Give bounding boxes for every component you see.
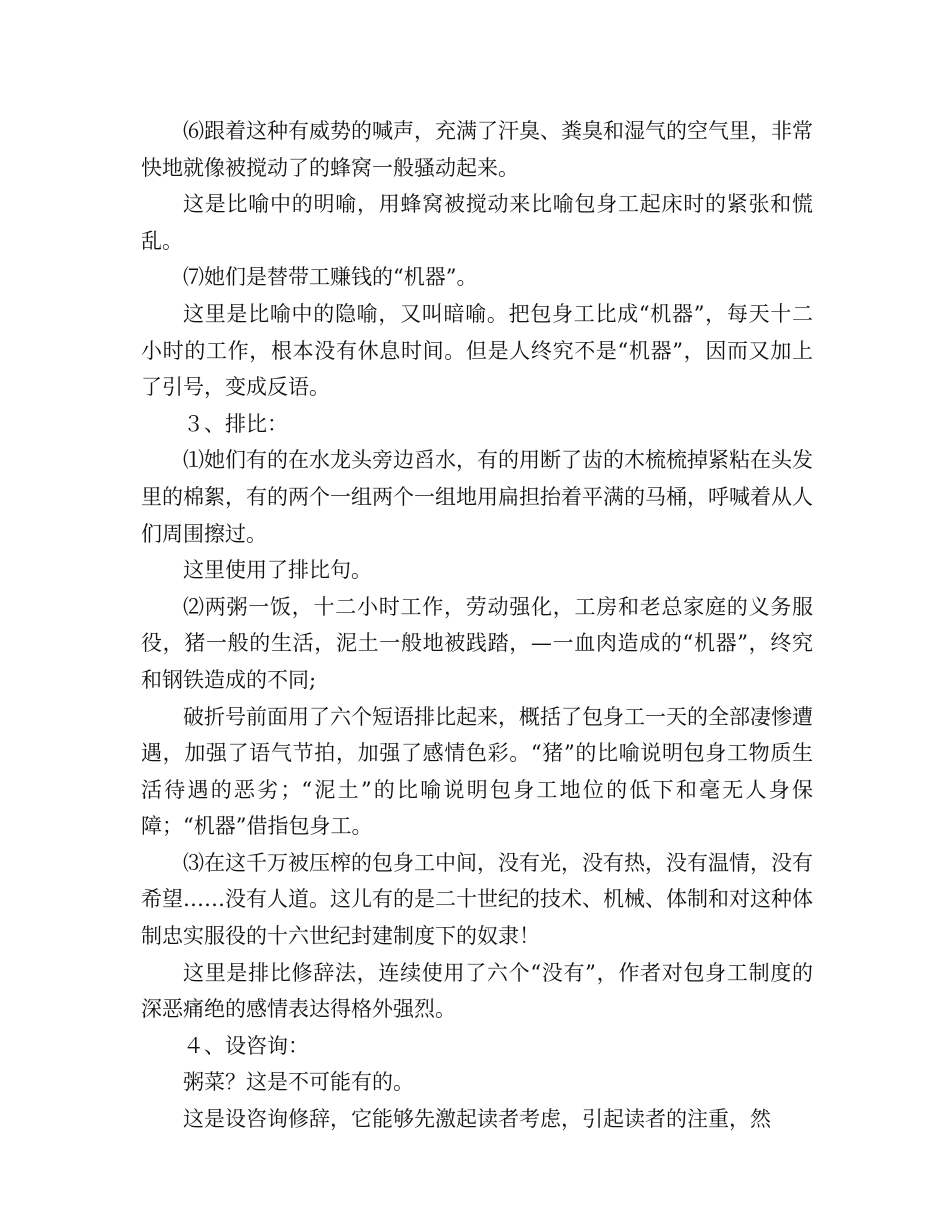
paragraph-example-6: ⑹跟着这种有威势的喊声，充满了汗臭、粪臭和湿气的空气里，非常快地就像被搅动了的蜂窝一般骚动起来。 [141, 119, 813, 180]
section-heading-parallelism: ３、排比： [183, 411, 288, 436]
paragraph-parallel-explanation-3: 这里是排比修辞法，连续使用了六个“没有”，作者对包身工制度的深恶痛绝的感情表达得格外强烈。 [141, 960, 813, 1022]
document-body [141, 113, 813, 1138]
paragraph-explanation-6: 这是比喻中的明喻，用蜂窝被搅动来比喻包身工起床时的紧张和慌乱。 [141, 192, 813, 253]
paragraph-parallel-explanation-2: 破折号前面用了六个短语排比起来，概括了包身工一天的全部凄惨遭遇，加强了语气节拍，加强了感情色彩。“猪”的比喻说明包身工物质生活待遇的恶劣；“泥土”的比喻说明包身工地位的低下和毫无人身保障；“机器”借指包身工。 [141, 704, 813, 839]
paragraph-parallel-explanation-1: 这里使用了排比句。 [183, 558, 372, 583]
paragraph-question-example: 粥菜？这是不可能有的。 [183, 1070, 414, 1095]
paragraph-parallel-example-1: ⑴她们有的在水龙头旁边舀水，有的用断了齿的木梳梳掉紧粘在头发里的棉絮，有的两个一组两个一组地用扁担抬着平满的马桶，呼喊着从人们周围擦过。 [141, 448, 813, 546]
paragraph-parallel-example-3: ⑶在这千万被压榨的包身工中间，没有光，没有热，没有温情，没有希望……没有人道。这儿有的是二十世纪的技术、机械、体制和对这种体制忠实服役的十六世纪封建制度下的奴隶！ [141, 850, 813, 949]
section-heading-rhetorical-question: ４、设咨询： [183, 1033, 309, 1058]
paragraph-example-7: ⑺她们是替带工赚钱的“机器”。 [183, 265, 478, 290]
paragraph-question-explanation: 这是设咨询修辞，它能够先激起读者考虑，引起读者的注重，然 [183, 1107, 771, 1132]
paragraph-explanation-7: 这里是比喻中的隐喻，又叫暗喻。把包身工比成“机器”，每天十二小时的工作，根本没有休息时间。但是人终究不是“机器”，因而又加上了引号，变成反语。 [141, 301, 813, 400]
paragraph-parallel-example-2: ⑵两粥一饭，十二小时工作，劳动强化，工房和老总家庭的义务服役，猪一般的生活，泥土一般地被践踏，—一血肉造成的“机器”，终究和钢铁造成的不同; [141, 594, 813, 692]
